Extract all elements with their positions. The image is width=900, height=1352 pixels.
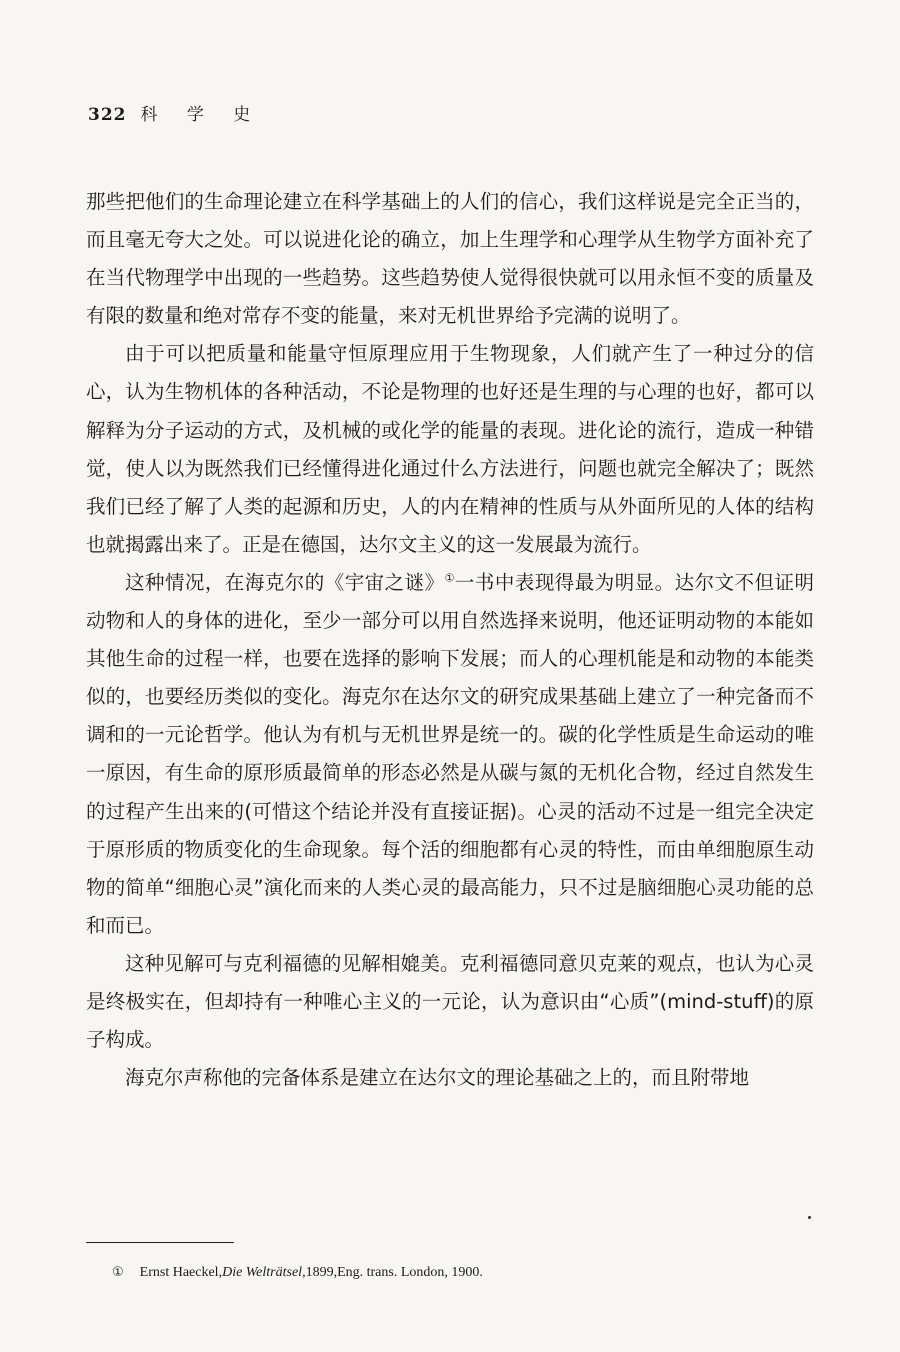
book-title: 科 学 史 xyxy=(140,105,263,125)
paragraph-3-text-before-ref: 这种情况，在海克尔的《宇宙之谜》 xyxy=(125,570,445,594)
footnote-reference[interactable]: ① xyxy=(444,571,455,585)
paragraph-5: 海克尔声称他的完备体系是建立在达尔文的理论基础之上的，而且附带地 xyxy=(125,1066,750,1090)
paragraph-3 xyxy=(86,564,814,945)
running-head xyxy=(88,100,262,125)
footnote-work-title: Die Welträtsel xyxy=(222,1265,303,1280)
footnote-details: ,1899,Eng. trans. London, 1900. xyxy=(302,1265,483,1280)
footnote-mark: ① xyxy=(112,1265,124,1280)
print-speck xyxy=(808,1216,811,1219)
paragraph-4: 这种见解可与克利福德的见解相媲美。克利福德同意贝克莱的观点，也认为心灵是终极实在，但却持有一种唯心主义的一元论，认为意识由“心质”(mind-stuff)的原子构成。 xyxy=(86,951,814,1052)
paragraph-3-text-after-ref: 一书中表现得最为明显。达尔文不但证明动物和人的身体的进化，至少一部分可以用自然选择来说明，他还证明动物的本能如其他生命的过程一样，也要在选择的影响下发展；而人的心理机能是和动物的本能类似的，也要经历类似的变化。海克尔在达尔文的研究成果基础上建立了一种完备而不调和的一元论哲学。他认为有机与无机世界是统一的。碳的化学性质是生命运动的唯一原因，有生命的原形质最简单的形态必然是从碳与氮的无机化合物，经过自然发生的过程产生出来的(可惜这个结论并没有直接证据)。心灵的活动不过是一组完全决定于原形质的物质变化的生命现象。每个活的细胞都有心灵的特性，而由单细胞原生动物的简单“细胞心灵”演化而来的人类心灵的最高能力，只不过是脑细胞心灵功能的总和而已。 xyxy=(86,570,814,937)
page-number: 322 xyxy=(88,105,127,125)
footnote-author: Ernst Haeckel, xyxy=(139,1265,223,1280)
footnote xyxy=(112,1265,483,1281)
paragraph-1: 那些把他们的生命理论建立在科学基础上的人们的信心，我们这样说是完全正当的，而且毫无夸大之处。可以说进化论的确立，加上生理学和心理学从生物学方面补充了在当代物理学中出现的一些趋势。这些趋势使人觉得很快就可以用永恒不变的质量及有限的数量和绝对常存不变的能量，来对无机世界给予完满的说明了。 xyxy=(86,190,814,328)
body-text xyxy=(86,183,814,1097)
paragraph-2: 由于可以把质量和能量守恒原理应用于生物现象，人们就产生了一种过分的信心，认为生物机体的各种活动，不论是物理的也好还是生理的与心理的也好，都可以解释为分子运动的方式，及机械的或化学的能量的表现。进化论的流行，造成一种错觉，使人以为既然我们已经懂得进化通过什么方法进行，问题也就完全解决了；既然我们已经了解了人类的起源和历史，人的内在精神的性质与从外面所见的人体的结构也就揭露出来了。正是在德国，达尔文主义的这一发展最为流行。 xyxy=(86,342,814,556)
footnote-rule xyxy=(86,1242,234,1243)
